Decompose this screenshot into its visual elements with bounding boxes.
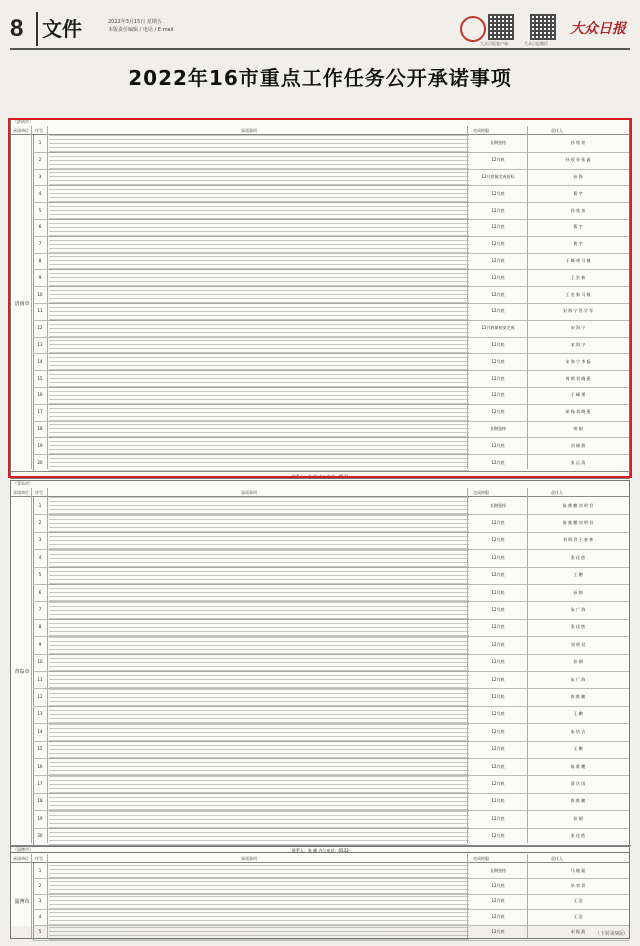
column-divider xyxy=(47,854,48,938)
responsible-cell: 刘 明 君 xyxy=(570,641,586,647)
table-group xyxy=(10,846,630,939)
deadline-cell: 12月底 xyxy=(491,224,505,230)
responsible-cell: 张 佳 胜 xyxy=(570,624,586,630)
deadline-cell: 12月底 xyxy=(491,883,505,889)
table-row xyxy=(33,236,629,254)
column-header: 承诺事项 xyxy=(241,490,257,495)
column-header: 承诺单位 xyxy=(13,128,29,133)
responsible-cell: 孙 欣 泉 张 鑫 xyxy=(565,157,591,163)
page-number: 8 xyxy=(10,12,38,46)
deadline-cell: 12月底 xyxy=(491,459,505,465)
deadline-cell: 12月底 xyxy=(491,815,505,821)
row-number: 12 xyxy=(37,694,43,700)
responsible-cell: 王 宏 新 xyxy=(570,274,586,280)
commitment-text xyxy=(49,706,469,723)
row-number: 1 xyxy=(38,140,42,146)
column-header: 责任人 xyxy=(551,128,563,133)
deadline-cell: 12月底 xyxy=(491,190,505,196)
commitment-text xyxy=(49,437,469,454)
commitment-text xyxy=(49,135,469,152)
table-row xyxy=(33,253,629,271)
continued-note: （下转第9版） xyxy=(594,931,628,937)
row-number: 10 xyxy=(37,291,43,297)
table-row xyxy=(33,303,629,321)
commitment-text xyxy=(49,894,469,909)
commitment-text xyxy=(49,909,469,924)
deadline-cell: 12月底 xyxy=(491,358,505,364)
table-row xyxy=(33,421,629,439)
column-divider xyxy=(527,126,528,469)
column-divider xyxy=(47,126,48,469)
deadline-cell: 12月底 xyxy=(491,537,505,543)
responsible-cell: 陈 维 鹏 刘 明 君 xyxy=(562,520,594,526)
table-row xyxy=(33,437,629,455)
responsible-cell: 王 鹏 xyxy=(573,572,583,578)
table-row xyxy=(33,636,629,654)
row-number: 3 xyxy=(38,898,42,904)
column-header: 责任人 xyxy=(551,856,563,861)
column-header-row xyxy=(11,126,629,135)
column-header: 序号 xyxy=(35,856,43,861)
row-number: 4 xyxy=(38,913,42,919)
column-header: 序号 xyxy=(35,128,43,133)
row-number: 18 xyxy=(37,798,43,804)
table-row xyxy=(33,671,629,689)
commitment-text xyxy=(49,654,469,671)
table-row xyxy=(33,584,629,602)
responsible-cell: 宋 海 宁 李 磊 xyxy=(565,358,591,364)
deadline-cell: 12月底 xyxy=(491,728,505,734)
table-row xyxy=(33,219,629,237)
row-number: 13 xyxy=(37,711,43,717)
commitment-text xyxy=(49,601,469,618)
row-number: 1 xyxy=(38,867,42,873)
commitment-text xyxy=(49,269,469,286)
table-row xyxy=(33,185,629,203)
commitment-text xyxy=(49,741,469,758)
commitment-text xyxy=(49,688,469,705)
qr-code-icon[interactable] xyxy=(530,14,556,40)
responsible-cell: 王 浩 xyxy=(573,898,583,904)
deadline-cell: 12月底 xyxy=(491,929,505,935)
table-row xyxy=(33,353,629,371)
column-header: 承诺事项 xyxy=(241,128,257,133)
column-header: 完成时限 xyxy=(473,856,489,861)
issue-meta xyxy=(108,18,173,34)
row-number: 17 xyxy=(37,781,43,787)
deadline-cell: 12月底 xyxy=(491,694,505,700)
row-number: 16 xyxy=(37,763,43,769)
row-number: 2 xyxy=(38,520,42,526)
deadline-cell: 12月底 xyxy=(491,157,505,163)
commitment-text xyxy=(49,549,469,566)
table-group xyxy=(10,118,630,479)
table-row xyxy=(33,828,629,846)
row-number: 4 xyxy=(38,190,42,196)
deadline-cell: 12月底 xyxy=(491,308,505,314)
commitment-text xyxy=(49,337,469,354)
column-divider xyxy=(467,854,468,938)
table-row xyxy=(33,454,629,472)
column-header: 承诺单位 xyxy=(13,490,29,495)
deadline-cell: 12月底 xyxy=(491,274,505,280)
deadline-cell: 12月底 xyxy=(491,641,505,647)
commitment-text xyxy=(49,671,469,688)
responsible-cell: 毕 荣 青 xyxy=(570,883,586,889)
row-number: 6 xyxy=(38,224,42,230)
commitment-text xyxy=(49,723,469,740)
row-number: 11 xyxy=(37,308,43,314)
unit-cell: 青岛市 xyxy=(11,497,34,845)
table-row xyxy=(33,567,629,585)
deadline-cell: 12月底 xyxy=(491,241,505,247)
deadline-cell: 12月底 xyxy=(491,257,505,263)
responsible-cell: 朱 培 吉 xyxy=(570,728,586,734)
responsible-cell: 孙 钢 xyxy=(573,659,583,665)
responsible-cell: 王 鹏 xyxy=(573,746,583,752)
commitment-text xyxy=(49,584,469,601)
row-number: 5 xyxy=(38,207,42,213)
commitment-text xyxy=(49,370,469,387)
row-number: 10 xyxy=(37,659,43,665)
qr-caption: 大众日报客户端 xyxy=(480,41,508,46)
commitment-text xyxy=(49,169,469,186)
table-row xyxy=(33,741,629,759)
table-row xyxy=(33,601,629,619)
row-number: 7 xyxy=(38,241,42,247)
responsible-cell: 张 佳 胜 xyxy=(570,554,586,560)
column-divider xyxy=(31,854,32,938)
column-header: 承诺事项 xyxy=(241,856,257,861)
commitment-text xyxy=(49,863,469,878)
commitment-text xyxy=(49,497,469,514)
column-divider xyxy=(527,854,528,938)
group-label: （青岛市） xyxy=(13,481,33,486)
deadline-cell: 12月底 xyxy=(491,711,505,717)
table-row xyxy=(33,337,629,355)
row-number: 13 xyxy=(37,341,43,347)
responsible-cell: 曹 宇 xyxy=(573,190,583,196)
commitment-text xyxy=(49,404,469,421)
responsible-cell: 胡 刚 xyxy=(573,425,583,431)
commitment-text xyxy=(49,219,469,236)
deadline-cell: 12月底 xyxy=(491,607,505,613)
row-number: 19 xyxy=(37,815,43,821)
contact-line: 联系人：张 峰 办公电话：0532- xyxy=(11,845,631,855)
commitment-text xyxy=(49,286,469,303)
deadline-cell: 12月底 xyxy=(491,520,505,526)
row-number: 9 xyxy=(38,641,42,647)
row-number: 4 xyxy=(38,554,42,560)
responsible-cell: 陈 维 鹏 xyxy=(570,798,586,804)
masthead xyxy=(10,12,630,46)
commitment-text xyxy=(49,421,469,438)
deadline-cell: 12月底 xyxy=(491,554,505,560)
table-row xyxy=(33,286,629,304)
row-number: 16 xyxy=(37,392,43,398)
responsible-cell: 孙 钢 xyxy=(573,589,583,595)
deadline-cell: 长期坚持 xyxy=(490,867,506,873)
row-number: 15 xyxy=(37,375,43,381)
row-number: 11 xyxy=(37,676,43,682)
commitment-text xyxy=(49,810,469,827)
responsible-cell: 孙 锋 xyxy=(573,173,583,179)
commitment-text xyxy=(49,514,469,531)
table-group xyxy=(10,480,630,853)
column-divider xyxy=(527,488,528,843)
table-row xyxy=(33,532,629,550)
column-divider xyxy=(467,126,468,469)
deadline-cell: 长期坚持 xyxy=(490,140,506,146)
responsible-cell: 孙 欣 泉 xyxy=(570,140,586,146)
deadline-cell: 12月底 xyxy=(491,913,505,919)
unit-cell: 济南市 xyxy=(11,135,34,471)
deadline-cell: 12月底 xyxy=(491,207,505,213)
deadline-cell: 12月底 xyxy=(491,375,505,381)
column-divider xyxy=(31,126,32,469)
responsible-cell: 于 峰 勇 马 敏 xyxy=(565,257,591,263)
table-row xyxy=(33,169,629,187)
commitment-text xyxy=(49,152,469,169)
responsible-cell: 刘 明 君 王 春 林 xyxy=(562,537,594,543)
column-header: 完成时限 xyxy=(473,490,489,495)
column-divider xyxy=(31,488,32,843)
commitment-text xyxy=(49,758,469,775)
qr-caption: 大众日报微信 xyxy=(524,41,548,46)
deadline-cell: 长期坚持 xyxy=(490,502,506,508)
commitment-text xyxy=(49,925,469,940)
column-header: 承诺单位 xyxy=(13,856,29,861)
deadline-cell: 12月底 xyxy=(491,392,505,398)
commitment-text xyxy=(49,793,469,810)
column-header-row xyxy=(11,854,629,863)
qr-code-icon[interactable] xyxy=(488,14,514,40)
table-row xyxy=(33,387,629,405)
column-header: 完成时限 xyxy=(473,128,489,133)
responsible-cell: 曹 宇 xyxy=(573,241,583,247)
section-title: 文件 xyxy=(42,17,82,41)
commitment-text xyxy=(49,828,469,845)
responsible-cell: 薛 庆 国 xyxy=(570,781,586,787)
table-row xyxy=(33,135,629,153)
page-title: 2022年16市重点工作任务公开承诺事项 xyxy=(128,66,512,90)
unit-cell: 淄博市 xyxy=(11,863,34,940)
deadline-cell: 12月底 xyxy=(491,341,505,347)
responsible-cell: 陈 维 鹏 刘 明 君 xyxy=(562,502,594,508)
table-row xyxy=(33,320,629,338)
responsible-cell: 宋 海 宁 蔡 学 军 xyxy=(562,308,594,314)
responsible-cell: 马 晓 磊 xyxy=(570,867,586,873)
row-number: 6 xyxy=(38,589,42,595)
deadline-cell: 12月底 xyxy=(491,898,505,904)
responsible-cell: 朱 广 海 xyxy=(570,607,586,613)
row-number: 19 xyxy=(37,442,43,448)
commitment-text xyxy=(49,387,469,404)
row-number: 8 xyxy=(38,624,42,630)
deadline-cell: 12月底 xyxy=(491,676,505,682)
table-row xyxy=(33,619,629,637)
row-number: 5 xyxy=(38,929,42,935)
column-header-row xyxy=(11,488,629,497)
deadline-cell: 12月底 xyxy=(491,624,505,630)
responsible-cell: 曹 宇 xyxy=(573,224,583,230)
commitment-text xyxy=(49,253,469,270)
responsible-cell: 陈 维 鹏 xyxy=(570,694,586,700)
table-row xyxy=(33,810,629,828)
deadline-cell: 12月底 xyxy=(491,409,505,415)
table-row xyxy=(33,723,629,741)
table-row xyxy=(33,706,629,724)
table-row xyxy=(33,878,629,894)
commitment-text xyxy=(49,878,469,893)
commitment-text xyxy=(49,567,469,584)
commitment-text xyxy=(49,353,469,370)
row-number: 1 xyxy=(38,502,42,508)
table-row xyxy=(33,758,629,776)
commitment-text xyxy=(49,236,469,253)
table-row xyxy=(33,909,629,925)
column-header: 责任人 xyxy=(551,490,563,495)
table-row xyxy=(33,688,629,706)
responsible-cell: 胡 杨 刘 晓 燕 xyxy=(565,409,591,415)
meta-line: 本版责任编辑 / 电话 / E-mail xyxy=(108,27,174,33)
responsible-cell: 宋 海 宁 xyxy=(570,341,586,347)
row-number: 5 xyxy=(38,572,42,578)
deadline-cell: 长期坚持 xyxy=(490,425,506,431)
row-number: 14 xyxy=(37,358,43,364)
deadline-cell: 12月底前初步完成 xyxy=(481,325,515,331)
row-number: 3 xyxy=(38,173,42,179)
column-divider xyxy=(47,488,48,843)
group-label: （淄博市） xyxy=(13,847,33,852)
contact-line: 联系人：张 瑞 办公电话：0531- xyxy=(11,471,631,481)
table-row xyxy=(33,925,629,941)
deadline-cell: 12月底 xyxy=(491,589,505,595)
responsible-cell: 朱 广 海 xyxy=(570,676,586,682)
column-header: 序号 xyxy=(35,490,43,495)
table-row xyxy=(33,404,629,422)
deadline-cell: 12月底 xyxy=(491,746,505,752)
commitment-text xyxy=(49,619,469,636)
meta-line: 2022年3月15日 星期五 xyxy=(108,19,162,25)
table-row xyxy=(33,863,629,879)
responsible-cell: 陈 维 鹏 xyxy=(570,763,586,769)
deadline-cell: 12月底 xyxy=(491,798,505,804)
table-row xyxy=(33,654,629,672)
table-row xyxy=(33,497,629,515)
responsible-cell: 张 运 清 xyxy=(570,459,586,465)
responsible-cell: 于 峰 勇 xyxy=(570,392,586,398)
table-row xyxy=(33,269,629,287)
row-number: 20 xyxy=(37,459,43,465)
row-number: 17 xyxy=(37,409,43,415)
table-row xyxy=(33,894,629,910)
responsible-cell: 周 钢 刘 晓 燕 xyxy=(565,375,591,381)
deadline-cell: 12月底前完成招标 xyxy=(481,173,515,179)
group-label: （济南市） xyxy=(13,119,33,124)
responsible-cell: 王 浩 xyxy=(573,913,583,919)
table-row xyxy=(33,514,629,532)
responsible-cell: 张 佳 胜 xyxy=(570,833,586,839)
table-row xyxy=(33,793,629,811)
row-number: 2 xyxy=(38,883,42,889)
table-row xyxy=(33,549,629,567)
deadline-cell: 12月底 xyxy=(491,781,505,787)
responsible-cell: 孙 钢 xyxy=(573,815,583,821)
table-row xyxy=(33,370,629,388)
row-number: 15 xyxy=(37,746,43,752)
header-rule xyxy=(10,48,630,50)
commitment-text xyxy=(49,202,469,219)
deadline-cell: 12月底 xyxy=(491,659,505,665)
commitment-text xyxy=(49,636,469,653)
responsible-cell: 王 鹏 xyxy=(573,711,583,717)
responsible-cell: 王 宏 新 马 敏 xyxy=(565,291,591,297)
row-number: 7 xyxy=(38,607,42,613)
row-number: 9 xyxy=(38,274,42,280)
row-number: 18 xyxy=(37,425,43,431)
row-number: 14 xyxy=(37,728,43,734)
row-number: 8 xyxy=(38,257,42,263)
deadline-cell: 12月底 xyxy=(491,763,505,769)
table-row xyxy=(33,775,629,793)
deadline-cell: 12月底 xyxy=(491,442,505,448)
commitment-text xyxy=(49,320,469,337)
row-number: 20 xyxy=(37,833,43,839)
row-number: 3 xyxy=(38,537,42,543)
commitment-text xyxy=(49,775,469,792)
row-number: 2 xyxy=(38,157,42,163)
commitment-text xyxy=(49,532,469,549)
seal-icon xyxy=(460,16,486,42)
row-number: 12 xyxy=(37,325,43,331)
commitment-text xyxy=(49,454,469,471)
deadline-cell: 12月底 xyxy=(491,291,505,297)
deadline-cell: 12月底 xyxy=(491,833,505,839)
responsible-cell: 宋 振 波 xyxy=(570,929,586,935)
responsible-cell: 刘 晓 燕 xyxy=(570,442,586,448)
responsible-cell: 宋 海 宁 xyxy=(570,325,586,331)
table-row xyxy=(33,152,629,170)
commitment-text xyxy=(49,185,469,202)
responsible-cell: 孙 欣 泉 xyxy=(570,207,586,213)
commitment-text xyxy=(49,303,469,320)
newspaper-logo: 大众日报 xyxy=(570,21,626,37)
table-row xyxy=(33,202,629,220)
column-divider xyxy=(467,488,468,843)
deadline-cell: 12月底 xyxy=(491,572,505,578)
